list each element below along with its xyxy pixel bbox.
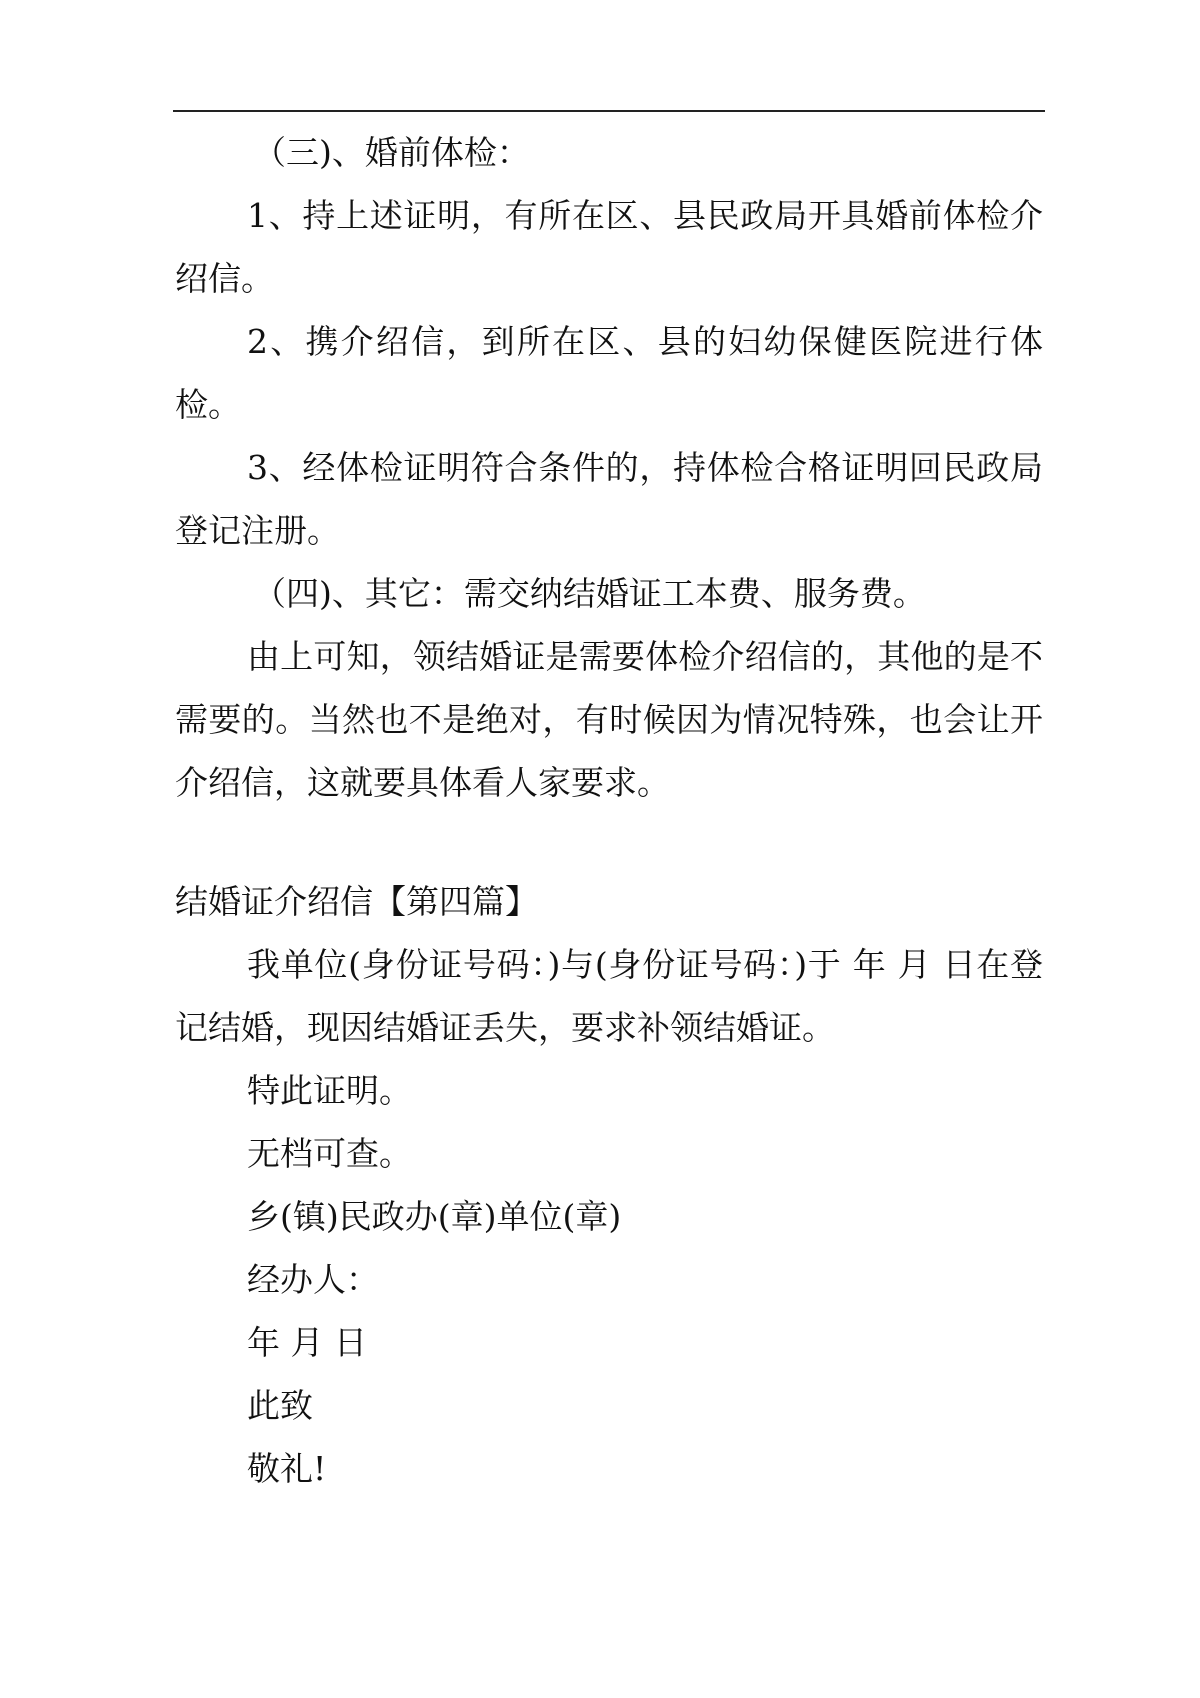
section-title: 结婚证介绍信【第四篇】 <box>175 882 538 921</box>
paragraph-item-3: 3、经体检证明符合条件的，持体检合格证明回民政局登记注册。 <box>175 448 1043 550</box>
subheading-other: （四)、其它：需交纳结婚证工本费、服务费。 <box>253 574 926 613</box>
section-gap <box>175 814 1043 870</box>
subheading-premarital-exam: （三)、婚前体检： <box>253 133 530 172</box>
letter-body: 我单位(身份证号码：)与(身份证号码：)于 年 月 日在登记结婚，现因结婚证丢失，要求补领结婚证。 <box>175 945 1043 1047</box>
paragraph-item-1: 1、持上述证明，有所在区、县民政局开具婚前体检介绍信。 <box>175 196 1043 298</box>
document-body <box>175 121 1043 1500</box>
letter-salute: 敬礼! <box>247 1449 327 1488</box>
letter-no-record: 无档可查。 <box>247 1134 412 1173</box>
letter-handler: 经办人： <box>247 1260 379 1299</box>
letter-certify: 特此证明。 <box>247 1071 412 1110</box>
paragraph-conclusion: 由上可知，领结婚证是需要体检介绍信的，其他的是不需要的。当然也不是绝对，有时候因为情况特殊，也会让开介绍信，这就要具体看人家要求。 <box>175 637 1043 802</box>
letter-date: 年 月 日 <box>247 1323 367 1362</box>
letter-closing: 此致 <box>247 1386 313 1425</box>
header-rule <box>173 110 1045 112</box>
paragraph-item-2: 2、携介绍信，到所在区、县的妇幼保健医院进行体检。 <box>175 322 1043 424</box>
letter-stamps: 乡(镇)民政办(章)单位(章) <box>247 1197 622 1236</box>
